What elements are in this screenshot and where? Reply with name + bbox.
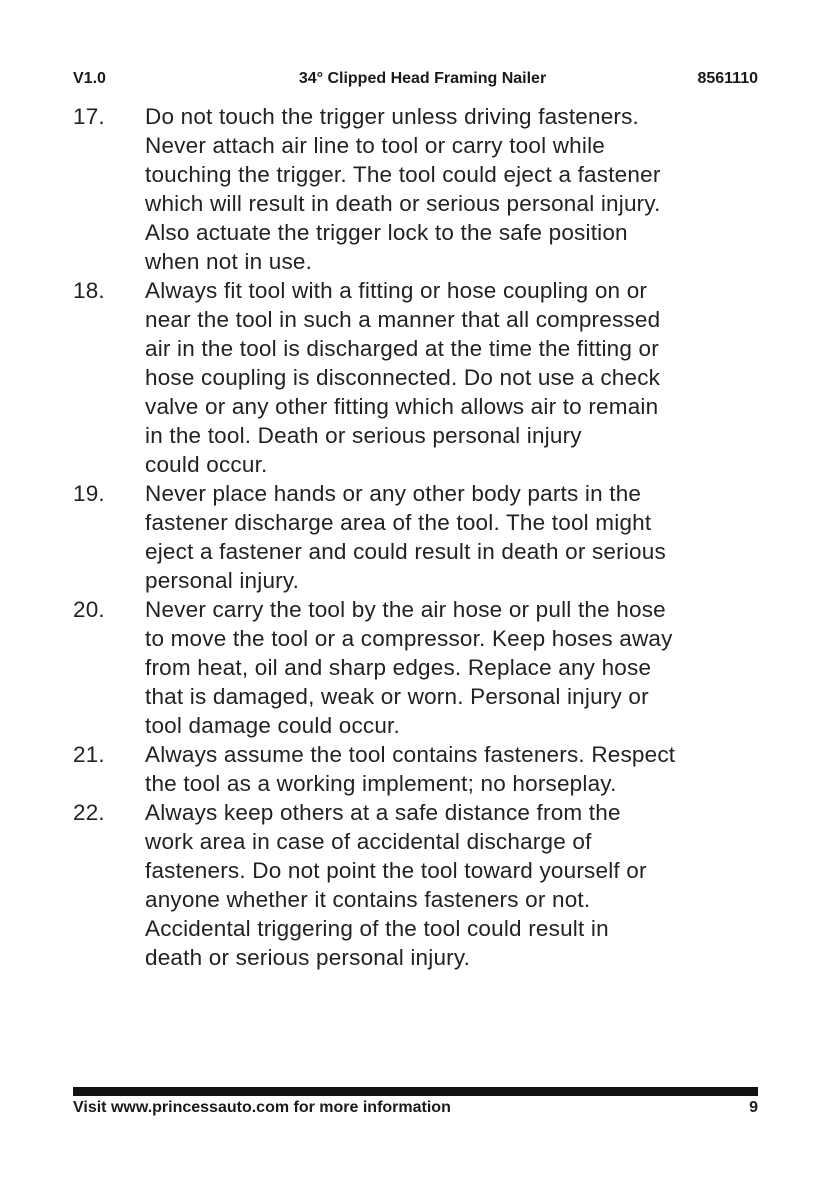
item-text: Always keep others at a safe distance from the work area in case of accidental discharge of fasteners. Do not point the tool toward yourself or anyone whether it contains fasteners or not. Accidental triggering of the tool could result in death or serious personal injury. [145, 800, 647, 970]
item-text: Do not touch the trigger unless driving fasteners. Never attach air line to tool or carry tool while touching the trigger. The tool could eject a fastener which will result in death or serious personal injury. Also actuate the trigger lock to the safe position when not in use. [145, 104, 661, 274]
list-item [73, 479, 773, 595]
footer-info: Visit www.princessauto.com for more information [73, 1099, 451, 1116]
list-item [73, 740, 773, 798]
version-label: V1.0 [73, 70, 106, 87]
item-text: Never carry the tool by the air hose or pull the hose to move the tool or a compressor. Keep hoses away from heat, oil and sharp edges. Replace any hose that is damaged, weak or worn. Personal injury or tool damage could occur. [145, 597, 673, 738]
item-number: 19. [73, 481, 105, 506]
list-item [73, 276, 773, 479]
item-number: 18. [73, 278, 105, 303]
document-title: 34° Clipped Head Framing Nailer [298, 70, 547, 87]
list-item [73, 102, 773, 276]
item-number: 22. [73, 800, 105, 825]
item-number: 17. [73, 104, 105, 129]
item-number: 21. [73, 742, 105, 767]
item-number: 20. [73, 597, 105, 622]
page-footer [73, 1099, 758, 1121]
item-text: Always fit tool with a fitting or hose coupling on or near the tool in such a manner that all compressed air in the tool is discharged at the time the fitting or hose coupling is disconnected. Do not use a check valve or any other fitting which allows air to remain in the tool. Death or serious personal injury could occur. [145, 278, 661, 477]
footer-divider [73, 1087, 758, 1096]
page-header [73, 70, 758, 92]
model-number: 8561110 [697, 70, 758, 87]
page-number: 9 [749, 1099, 758, 1116]
safety-instructions-list [73, 102, 773, 972]
list-item [73, 595, 773, 740]
item-text: Never place hands or any other body parts in the fastener discharge area of the tool. The tool might eject a fastener and could result in death or serious personal injury. [145, 481, 666, 593]
item-text: Always assume the tool contains fasteners. Respect the tool as a working implement; no horseplay. [145, 742, 676, 796]
list-item [73, 798, 773, 972]
